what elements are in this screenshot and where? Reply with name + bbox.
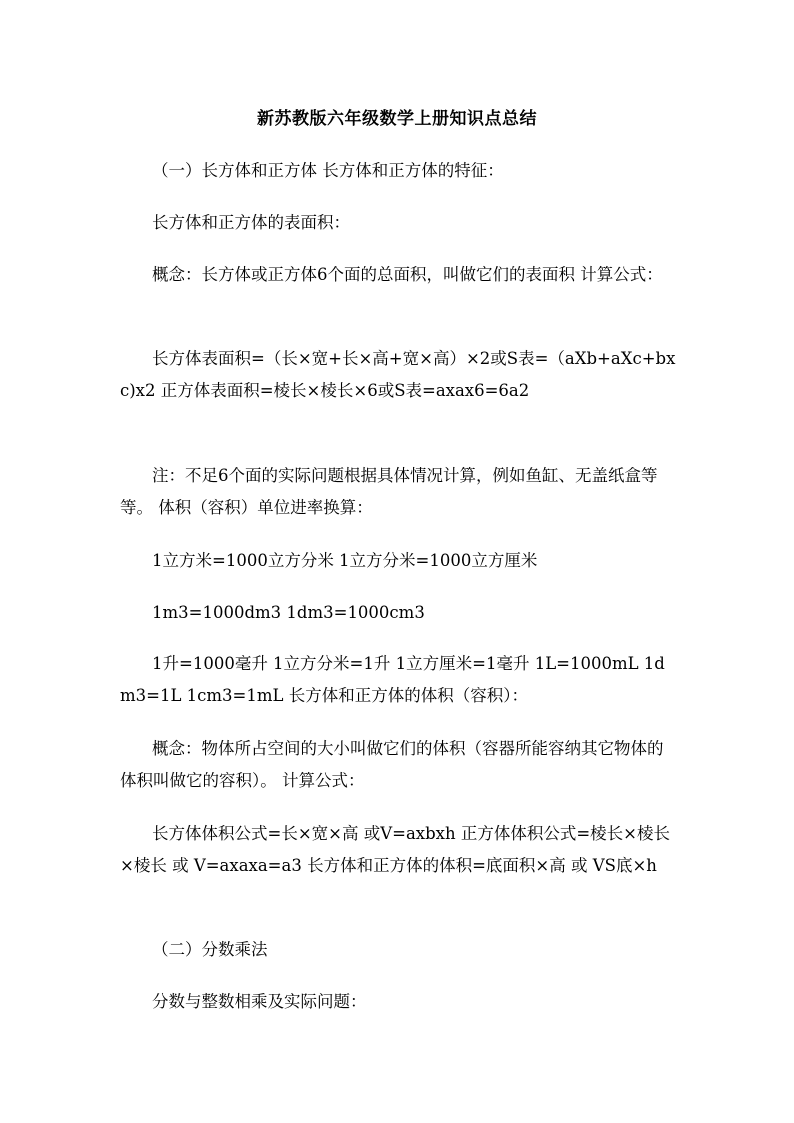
paragraph-9: 概念：物体所占空间的大小叫做它们的体积（容器所能容纳其它物体的体积叫做它的容积）。 计算公式： [120,739,664,790]
paragraph-7: 1m3=1000dm3 1dm3=1000cm3 [152,603,425,622]
paragraph-8: 1升=1000毫升 1立方分米=1升 1立方厘米=1毫升 1L=1000mL 1dm3=1L 1cm3=1mL 长方体和正方体的体积（容积）： [120,654,665,705]
paragraph-5: 注：不足6个面的实际问题根据具体情况计算，例如鱼缸、无盖纸盒等等。 体积（容积）单位进率换算： [120,466,658,517]
paragraph-2: 长方体和正方体的表面积： [152,213,350,232]
paragraph-1: （一）长方体和正方体 长方体和正方体的特征： [152,161,504,180]
paragraph-3: 概念：长方体或正方体6个面的总面积，叫做它们的表面积 计算公式： [152,265,663,284]
paragraph-4: 长方体表面积=（长×宽+长×高+宽×高）×2或S表=（aXb+aXc+bxc)x2 正方体表面积=棱长×棱长×6或S表=axax6=6a2 [120,349,676,400]
paragraph-10: 长方体体积公式=长×宽×高 或V=axbxh 正方体体积公式=棱长×棱长×棱长 或 V=axaxa=a3 长方体和正方体的体积=底面积×高 或 VS底×h [120,824,670,875]
paragraph-12: 分数与整数相乘及实际问题： [152,992,367,1011]
paragraph-6: 1立方米=1000立方分米 1立方分米=1000立方厘米 [152,551,538,570]
paragraph-11: （二）分数乘法 [152,940,268,959]
document-title: 新苏教版六年级数学上册知识点总结 [257,109,537,129]
